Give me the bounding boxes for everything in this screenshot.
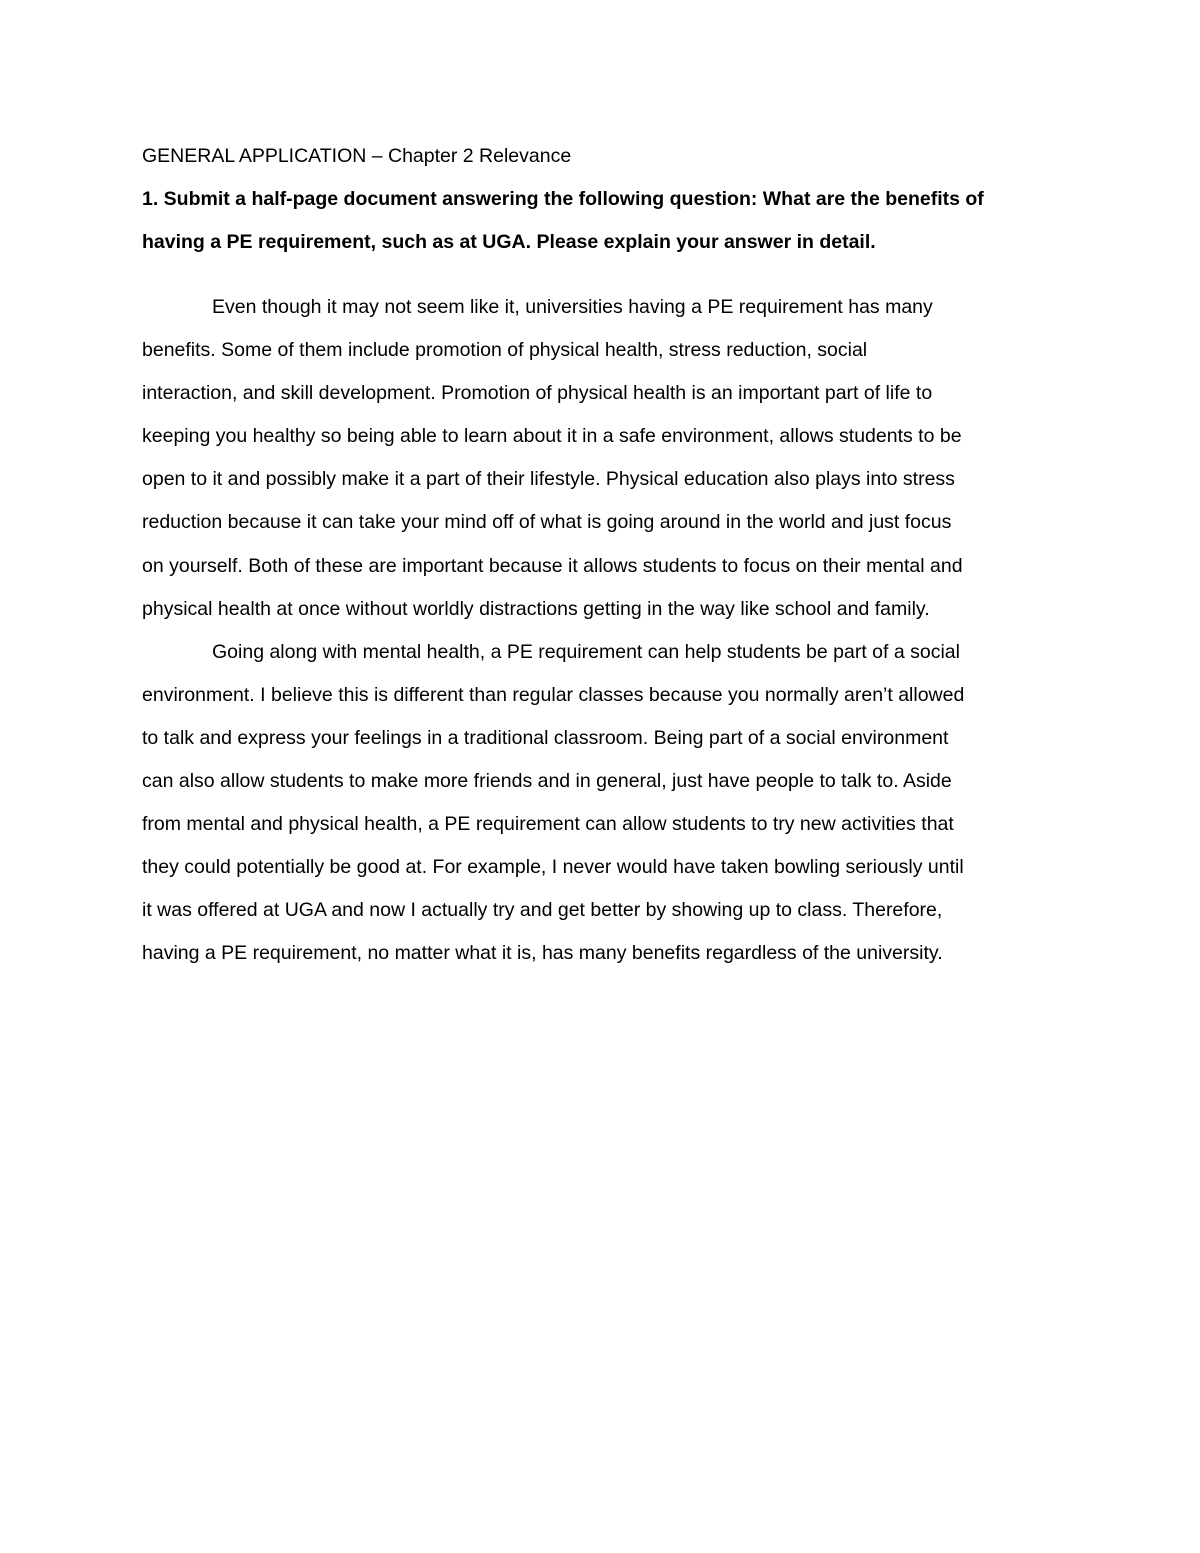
paragraph-line: to talk and express your feelings in a traditional classroom. Being part of a social environment <box>142 726 949 749</box>
paragraph-line: interaction, and skill development. Promotion of physical health is an important part of life to <box>142 382 933 405</box>
paragraph-line: reduction because it can take your mind off of what is going around in the world and just focus <box>142 511 952 534</box>
paragraph-line: benefits. Some of them include promotion of physical health, stress reduction, social <box>142 339 868 362</box>
essay-paragraph-2 <box>142 631 1062 976</box>
prompt-line: having a PE requirement, such as at UGA. Please explain your answer in detail. <box>142 231 876 253</box>
essay-paragraph-1 <box>142 286 1062 631</box>
paragraph-line: Going along with mental health, a PE requirement can help students be part of a social <box>212 640 960 663</box>
document-content <box>142 140 1062 976</box>
paragraph-line: physical health at once without worldly distractions getting in the way like school and family. <box>142 597 930 620</box>
paragraph-line: on yourself. Both of these are important because it allows students to focus on their mental and <box>142 554 963 577</box>
paragraph-line: having a PE requirement, no matter what it is, has many benefits regardless of the university. <box>142 942 943 965</box>
paragraph-line: they could potentially be good at. For example, I never would have taken bowling seriously until <box>142 856 964 879</box>
prompt-line: 1. Submit a half-page document answering the following question: What are the benefits of <box>142 188 984 210</box>
paragraph-line: Even though it may not seem like it, universities having a PE requirement has many <box>212 296 933 318</box>
assignment-prompt <box>142 178 1062 264</box>
document-heading: GENERAL APPLICATION – Chapter 2 Relevance <box>142 145 572 167</box>
paragraph-line: open to it and possibly make it a part of their lifestyle. Physical education also plays into stress <box>142 468 955 491</box>
paragraph-line: environment. I believe this is different than regular classes because you normally aren’t allowed <box>142 683 965 706</box>
paragraph-line: keeping you healthy so being able to learn about it in a safe environment, allows students to be <box>142 425 962 448</box>
paragraph-line: can also allow students to make more friends and in general, just have people to talk to. Aside <box>142 770 952 793</box>
paragraph-line: it was offered at UGA and now I actually try and get better by showing up to class. Therefore, <box>142 899 943 922</box>
paragraph-line: from mental and physical health, a PE requirement can allow students to try new activities that <box>142 813 954 836</box>
